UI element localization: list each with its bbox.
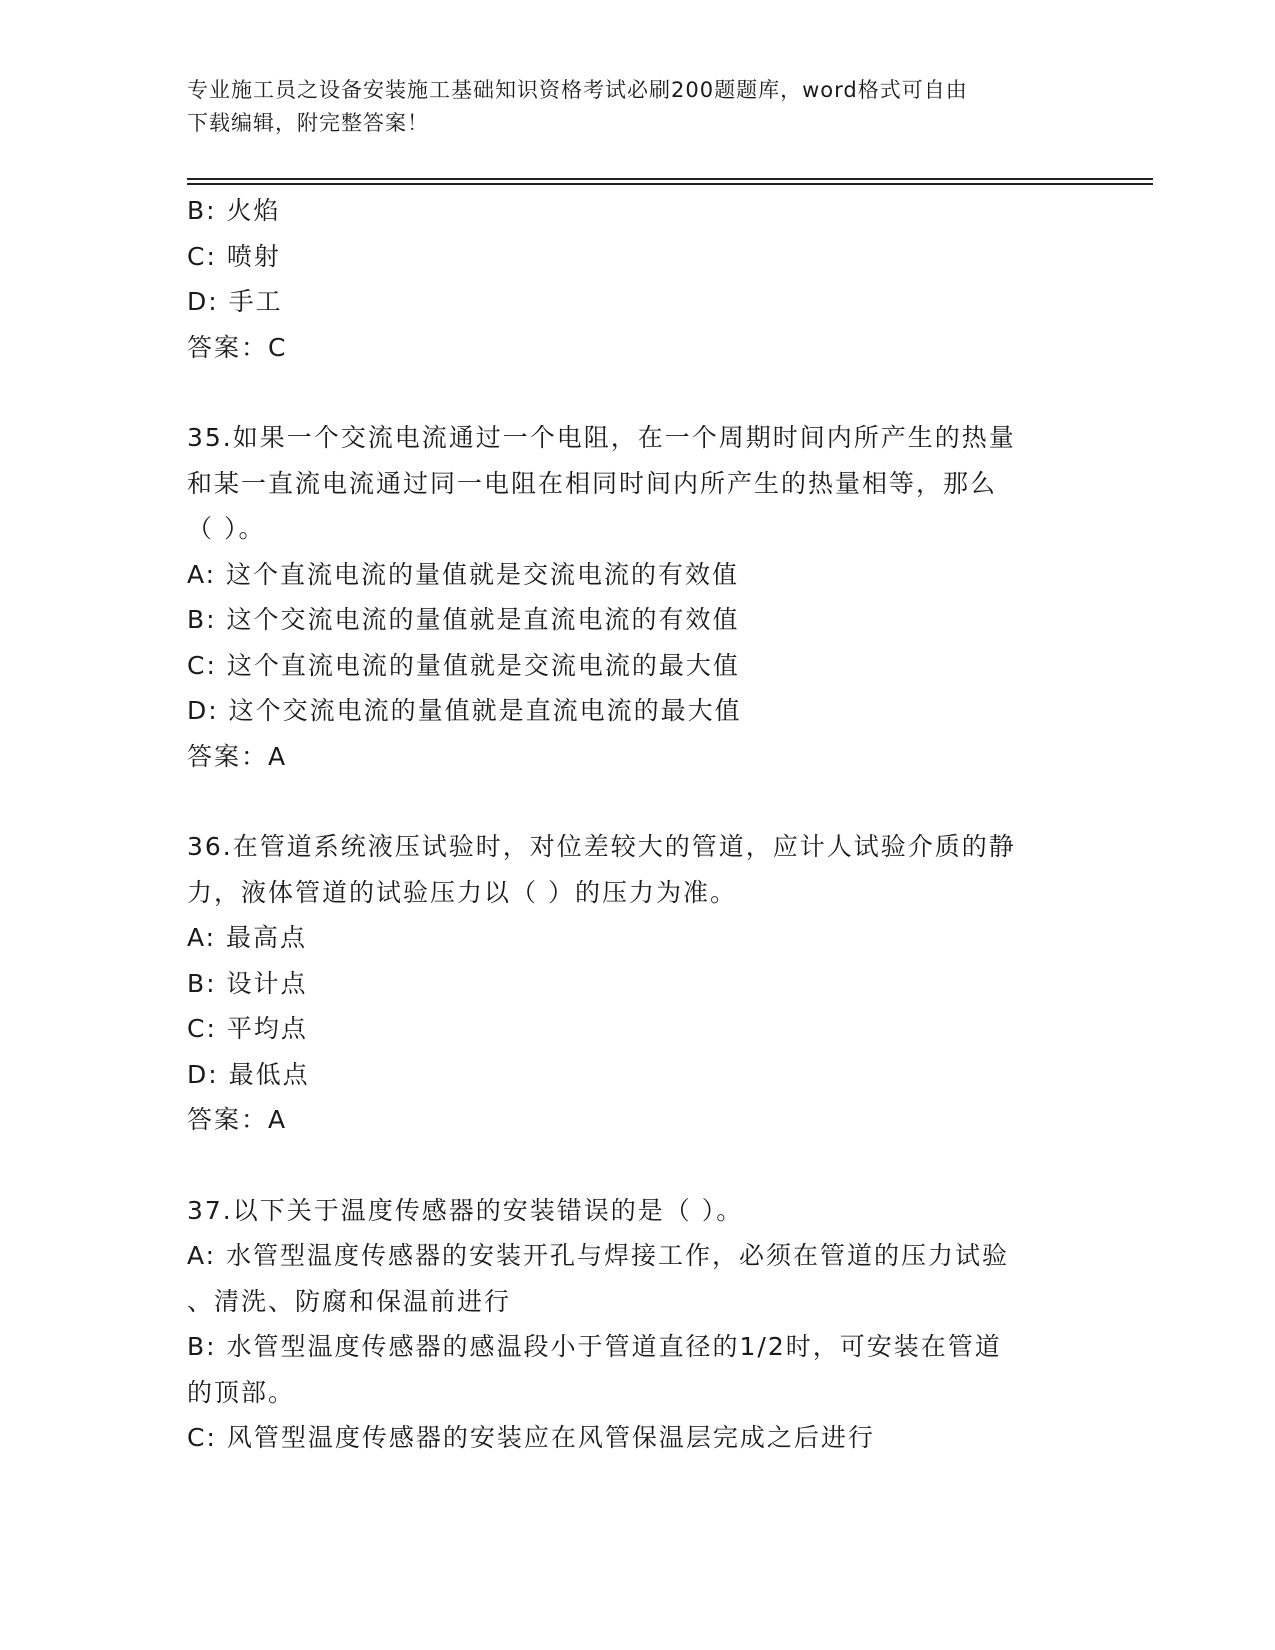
option-d: D: 手工 (187, 287, 283, 316)
option-b-continued: 的顶部。 (187, 1377, 296, 1407)
option-a: A: 这个直流电流的量值就是交流电流的有效值 (187, 559, 740, 589)
answer-line: 答案：A (187, 1105, 288, 1134)
question-text-line: 力，液体管道的试验压力以（ ）的压力为准。 (187, 877, 737, 907)
header-rule-bottom (187, 183, 1153, 185)
question-content (187, 188, 1067, 1461)
option-a-continued: 、清洗、防腐和保温前进行 (187, 1286, 512, 1316)
option-b: B: 这个交流电流的量值就是直流电流的有效值 (187, 605, 740, 634)
answer-line: 答案：C (187, 332, 288, 362)
spacer (187, 779, 1067, 824)
option-b: B: 水管型温度传感器的感温段小于管道直径的1/2时，可安装在管道 (187, 1332, 1002, 1361)
header-line-1: 专业施工员之设备安装施工基础知识资格考试必刷200题题库，word格式可自由 (187, 78, 968, 102)
option-c: C: 平均点 (187, 1014, 308, 1043)
question-text-line: （ ）。 (187, 514, 266, 543)
question-text-line: 37.以下关于温度传感器的安装错误的是（ ）。 (187, 1195, 744, 1225)
question-text-line: 35.如果一个交流电流通过一个电阻，在一个周期时间内所产生的热量 (187, 423, 1016, 452)
spacer (187, 370, 1067, 415)
header-rule-top (187, 178, 1153, 180)
question-36 (187, 824, 1067, 1143)
answer-line: 答案：A (187, 741, 288, 771)
header-line-2: 下载编辑，附完整答案！ (187, 111, 429, 135)
question-text-line: 和某一直流电流通过同一电阻在相同时间内所产生的热量相等，那么 (187, 468, 998, 498)
option-a: A: 水管型温度传感器的安装开孔与焊接工作，必须在管道的压力试验 (187, 1241, 1010, 1270)
spacer (187, 1143, 1067, 1188)
option-c: C: 风管型温度传感器的安装应在风管保温层完成之后进行 (187, 1423, 875, 1452)
question-35 (187, 415, 1067, 779)
page-header (187, 74, 1067, 140)
option-b: B: 设计点 (187, 968, 308, 998)
option-c: C: 喷射 (187, 241, 281, 271)
question-37 (187, 1188, 1067, 1461)
option-b: B: 火焰 (187, 196, 281, 225)
option-c: C: 这个直流电流的量值就是交流电流的最大值 (187, 650, 740, 680)
option-d: D: 这个交流电流的量值就是直流电流的最大值 (187, 696, 742, 725)
option-a: A: 最高点 (187, 923, 308, 952)
carryover-block (187, 188, 1067, 370)
option-d: D: 最低点 (187, 1059, 310, 1089)
question-text-line: 36.在管道系统液压试验时，对位差较大的管道，应计人试验介质的静 (187, 832, 1016, 861)
